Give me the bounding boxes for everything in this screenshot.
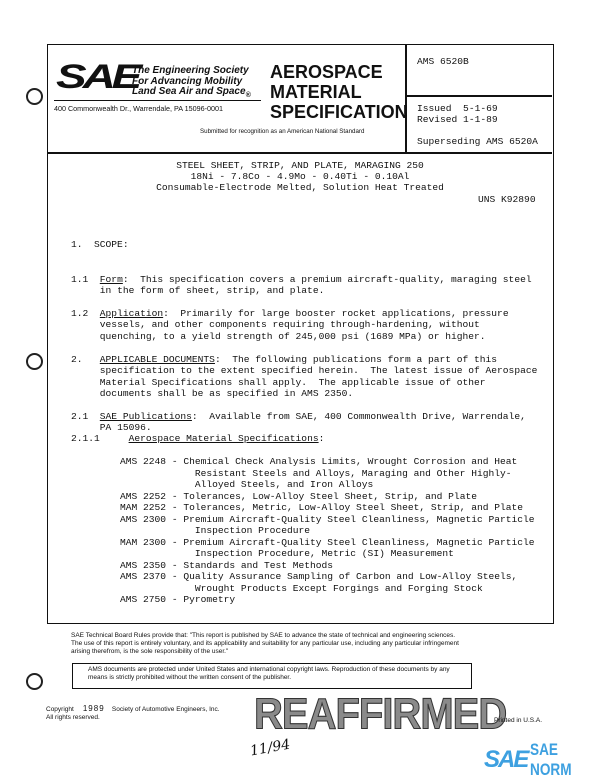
reference-code: AMS 2750 <box>120 594 167 605</box>
doc-type-line: SPECIFICATION <box>270 102 408 122</box>
copyright-notice-box <box>72 663 472 689</box>
doc-number: AMS 6520B <box>417 56 469 67</box>
watermark-logo: SAE <box>484 746 528 773</box>
copyright-notice-line: AMS documents are protected under United States and international copyright laws. Reproduction of these documents by any <box>88 666 450 673</box>
section-1-2: 1.2 Application: Primarily for large booster rocket applications, pressure vessels, and other components requiring through-hardening, without quenching, to a yield strength of 245,000 psi (1689 MPa) or higher. <box>71 307 509 342</box>
reference-title: Pyrometry <box>183 594 236 605</box>
sae-norm-watermark <box>484 740 600 780</box>
reference-title: Wrought Products Except Forgings and Forging Stock <box>194 582 483 594</box>
reference-code: MAM 2300 <box>120 536 167 548</box>
reference-title: Inspection Procedure <box>194 525 310 536</box>
section-2-1-1: 2.1.1 Aerospace Material Specifications: <box>71 433 325 444</box>
reference-title: Resistant Steels and Alloys, Maraging and Other Highly- <box>194 467 512 479</box>
reference-title: Premium Aircraft-Quality Steel Cleanliness, Magnetic Particle <box>183 513 535 525</box>
sae-logo: SAE <box>56 58 139 96</box>
section-1-1: 1.1 Form: This specification covers a premium aircraft-quality, maraging steel in the form of sheet, strip, and plate. <box>71 273 532 296</box>
reference-code: AMS 2252 <box>120 490 167 502</box>
watermark-text: SAE NORM <box>530 740 572 779</box>
reference-item: AMS 2248 - Chemical Check Analysis Limits, Wrought Corrosion and Heat <box>120 456 518 467</box>
doc-type-line: AEROSPACE <box>270 62 383 82</box>
reference-item: AMS 2750 - Pyrometry <box>120 594 236 605</box>
tagline-line: For Advancing Mobility <box>132 75 243 87</box>
reaffirmed-stamp: REAFFIRMED <box>254 689 507 739</box>
section-2-1: 2.1 SAE Publications: Available from SAE, 400 Commonwealth Drive, Warrendale, PA 15096. <box>71 410 526 433</box>
reference-title: Premium Aircraft-Quality Steel Cleanliness, Magnetic Particle <box>183 536 535 548</box>
printed-in: Printed in U.S.A. <box>494 717 543 724</box>
punch-hole <box>26 673 43 690</box>
reference-item: AMS 2370 - Quality Assurance Sampling of Carbon and Low-Alloy Steels, <box>120 571 518 582</box>
reference-item: AMS 2300 - Premium Aircraft-Quality Steel Cleanliness, Magnetic Particle <box>120 513 535 525</box>
reference-continuation <box>120 525 535 537</box>
board-rules-line: arising therefrom, is the sole responsibility of the user." <box>71 648 229 655</box>
board-rules-line: SAE Technical Board Rules provide that: "This report is published by SAE to advance the state of technical and engineering sciences. <box>71 632 456 639</box>
superseding: Superseding AMS 6520A <box>417 136 538 147</box>
reference-title: Alloyed Steels, and Iron Alloys <box>194 479 374 490</box>
reference-code: AMS 2300 <box>120 513 167 525</box>
reference-code: AMS 2370 <box>120 571 167 582</box>
board-rules <box>71 632 459 656</box>
reference-title: Tolerances, Metric, Low-Alloy Steel Sheet, Strip, and Plate <box>183 502 524 513</box>
reference-title: Chemical Check Analysis Limits, Wrought Corrosion and Heat <box>183 456 518 467</box>
tagline-line: The Engineering Society <box>132 65 249 76</box>
reference-item: AMS 2252 - Tolerances, Low-Alloy Steel Sheet, Strip, and Plate <box>120 490 477 502</box>
submitted-note: Submitted for recognition as an American National Standard <box>200 128 365 135</box>
reference-code: AMS 2350 <box>120 559 167 571</box>
logo-rule <box>54 100 261 101</box>
address: 400 Commonwealth Dr., Warrendale, PA 15096-0001 <box>54 104 223 113</box>
reference-continuation <box>120 548 535 560</box>
reference-continuation <box>120 479 535 491</box>
doc-type-line: MATERIAL <box>270 82 362 102</box>
revised-date: Revised 1-1-89 <box>417 114 498 125</box>
punch-hole <box>26 88 43 105</box>
reference-item: MAM 2300 - Premium Aircraft-Quality Steel Cleanliness, Magnetic Particle <box>120 536 535 548</box>
title-line-2: 18Ni - 7.8Co - 4.9Mo - 0.40Ti - 0.10Al <box>190 171 410 182</box>
reference-code: MAM 2252 <box>120 502 167 513</box>
reference-title: Tolerances, Low-Alloy Steel Sheet, Strip, and Plate <box>183 490 477 502</box>
issued-date: Issued 5-1-69 <box>417 103 498 114</box>
title-line-3: Consumable-Electrode Melted, Solution Heat Treated <box>156 182 444 193</box>
reference-continuation <box>120 468 535 480</box>
society-tagline <box>132 66 251 102</box>
divider <box>405 95 552 97</box>
reference-continuation <box>120 583 535 595</box>
copyright: Copyright 1989 Society of Automotive Engineers, Inc. All rights reserved. <box>46 704 220 721</box>
tagline-line: Land Sea Air and Space$_®$ <box>132 86 251 99</box>
title-line-1: STEEL SHEET, STRIP, AND PLATE, MARAGING 250 <box>176 160 424 171</box>
reference-title: Quality Assurance Sampling of Carbon and Low-Alloy Steels, <box>183 571 518 582</box>
section-1: 1. SCOPE: <box>71 239 129 250</box>
reference-list <box>120 456 535 606</box>
copyright-notice-line: means is strictly prohibited without the written consent of the publisher. <box>88 674 292 681</box>
section-2: 2. APPLICABLE DOCUMENTS: The following publications form a part of this specification to the extent specified herein. The latest issue of Aerospace Material Specifications shall apply. The applicable issue of other documents shall be as specified in AMS 2350. <box>71 353 538 399</box>
reference-item: AMS 2350 - Standards and Test Methods <box>120 559 334 571</box>
reference-code: AMS 2248 <box>120 456 167 467</box>
board-rules-line: The use of this report is entirely voluntary, and its applicability and suitability for any particular use, including any particular infringement <box>71 640 459 647</box>
reference-item: MAM 2252 - Tolerances, Metric, Low-Alloy Steel Sheet, Strip, and Plate <box>120 502 524 513</box>
reference-title: Inspection Procedure, Metric (SI) Measurement <box>194 548 454 559</box>
punch-hole <box>26 353 43 370</box>
reference-title: Standards and Test Methods <box>183 559 334 571</box>
handwritten-date: 11/94 <box>248 736 292 760</box>
doc-type <box>270 62 408 122</box>
uns-number: UNS K92890 <box>478 194 536 205</box>
divider <box>47 152 552 154</box>
